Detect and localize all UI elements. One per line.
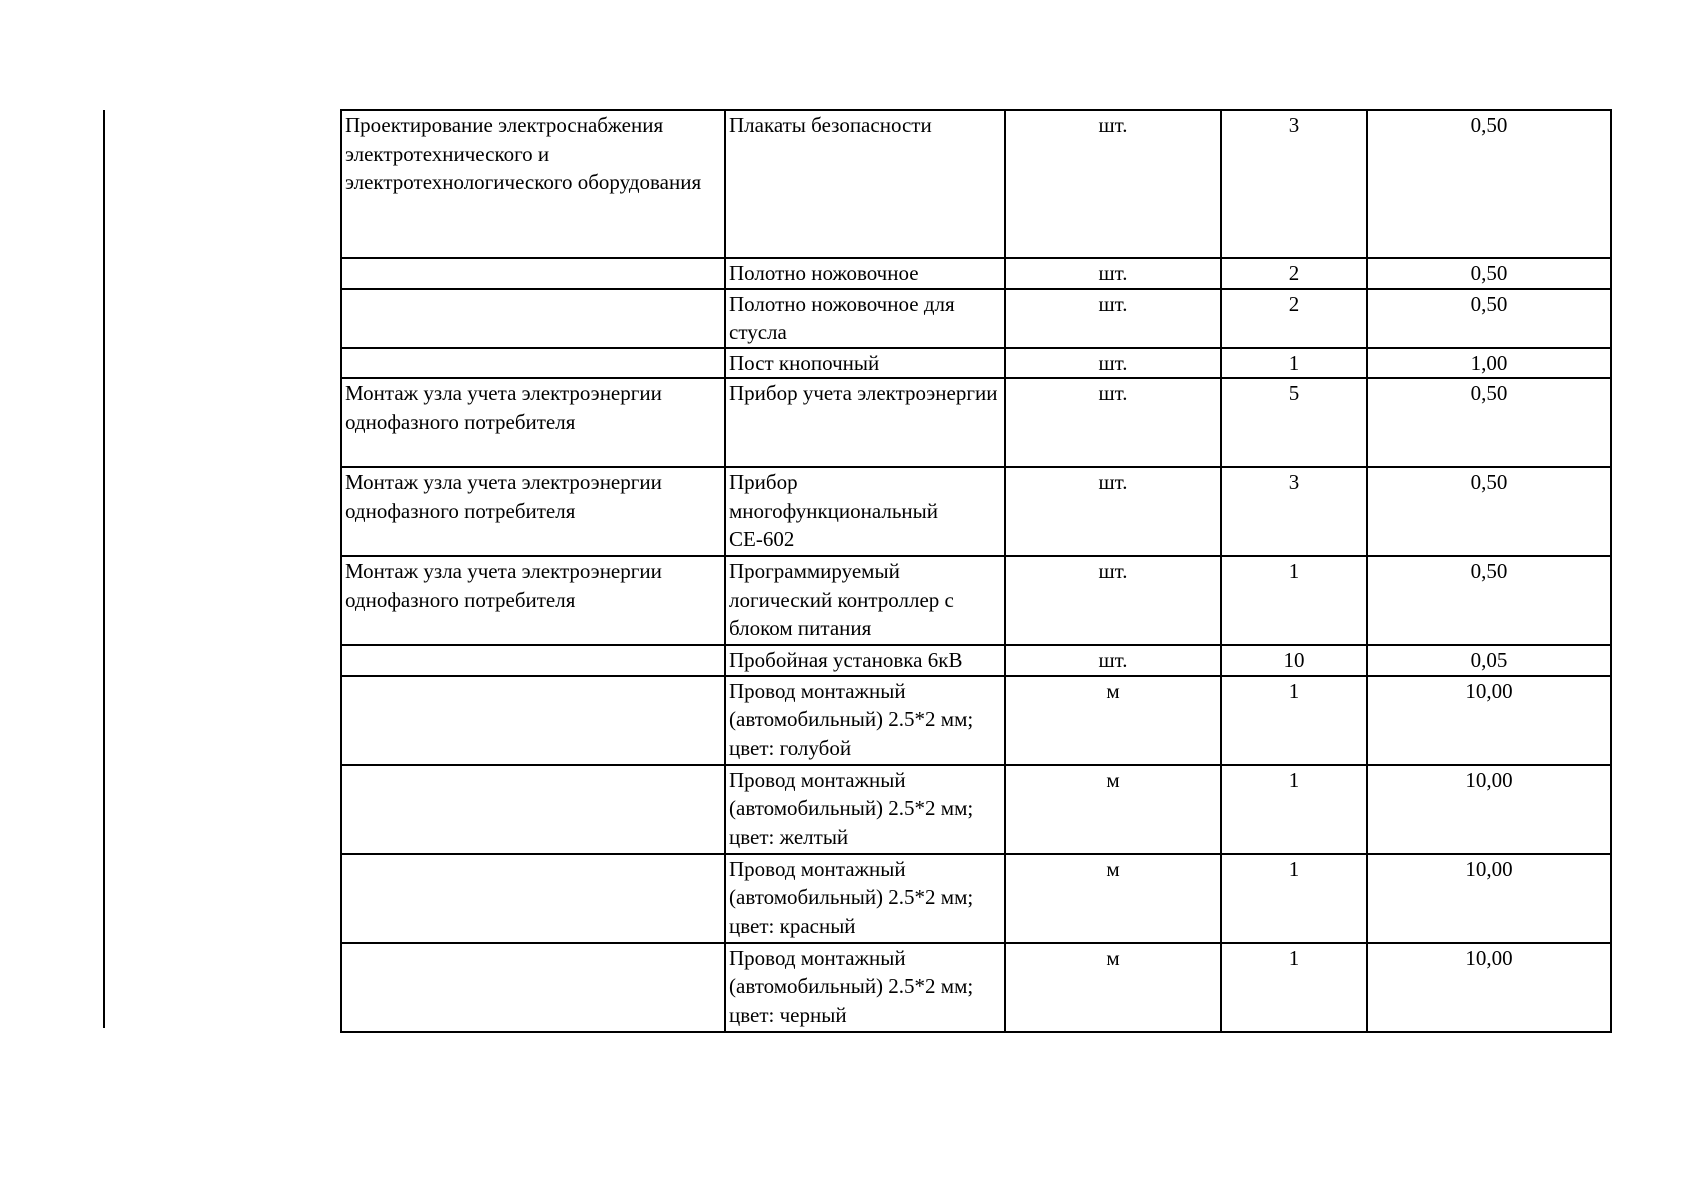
norm-cell: 10,00 (1367, 765, 1611, 854)
unit-cell: шт. (1005, 645, 1221, 676)
work-type-cell (341, 348, 725, 379)
table-row (341, 289, 1611, 348)
quantity-cell: 1 (1221, 676, 1367, 765)
item-name-cell: Пробойная установка 6кВ (725, 645, 1005, 676)
norm-cell: 0,50 (1367, 289, 1611, 348)
table-row (341, 765, 1611, 854)
table-row (341, 943, 1611, 1032)
item-name-cell: Провод монтажный (автомобильный) 2.5*2 мм; цвет: красный (725, 854, 1005, 943)
quantity-cell: 1 (1221, 943, 1367, 1032)
item-name-cell: Провод монтажный (автомобильный) 2.5*2 мм; цвет: черный (725, 943, 1005, 1032)
table-row (341, 676, 1611, 765)
item-name-cell: Плакаты безопасности (725, 110, 1005, 258)
item-name-cell: Провод монтажный (автомобильный) 2.5*2 мм; цвет: желтый (725, 765, 1005, 854)
table-row (341, 110, 1611, 258)
table-row (341, 556, 1611, 645)
work-type-cell (341, 676, 725, 765)
unit-cell: шт. (1005, 348, 1221, 379)
table-row (341, 467, 1611, 556)
norm-cell: 10,00 (1367, 943, 1611, 1032)
quantity-cell: 1 (1221, 765, 1367, 854)
work-type-cell (341, 289, 725, 348)
unit-cell: шт. (1005, 258, 1221, 289)
quantity-cell: 2 (1221, 258, 1367, 289)
quantity-cell: 1 (1221, 348, 1367, 379)
item-name-cell: Провод монтажный (автомобильный) 2.5*2 мм; цвет: голубой (725, 676, 1005, 765)
unit-cell: шт. (1005, 378, 1221, 467)
unit-cell: шт. (1005, 556, 1221, 645)
item-name-cell: Полотно ножовочное (725, 258, 1005, 289)
norm-cell: 0,50 (1367, 378, 1611, 467)
norm-cell: 0,50 (1367, 258, 1611, 289)
work-type-cell: Монтаж узла учета электроэнергии однофазного потребителя (341, 556, 725, 645)
item-name-cell: Пост кнопочный (725, 348, 1005, 379)
table-row (341, 645, 1611, 676)
quantity-cell: 3 (1221, 110, 1367, 258)
item-name-cell: Прибор многофункциональный СЕ-602 (725, 467, 1005, 556)
item-name-cell: Программируемый логический контроллер с блоком питания (725, 556, 1005, 645)
table-row (341, 854, 1611, 943)
norm-cell: 0,05 (1367, 645, 1611, 676)
quantity-cell: 3 (1221, 467, 1367, 556)
unit-cell: м (1005, 854, 1221, 943)
work-type-cell (341, 765, 725, 854)
work-type-cell (341, 943, 725, 1032)
table-row (341, 258, 1611, 289)
work-type-cell (341, 854, 725, 943)
work-type-cell (341, 258, 725, 289)
norm-cell: 0,50 (1367, 110, 1611, 258)
quantity-cell: 10 (1221, 645, 1367, 676)
work-type-cell: Проектирование электроснабжения электротехнического и электротехнологического оборудования (341, 110, 725, 258)
page-margin-line (103, 110, 105, 1028)
item-name-cell: Прибор учета электроэнергии (725, 378, 1005, 467)
unit-cell: м (1005, 765, 1221, 854)
equipment-table (340, 109, 1612, 1033)
norm-cell: 10,00 (1367, 676, 1611, 765)
norm-cell: 10,00 (1367, 854, 1611, 943)
quantity-cell: 1 (1221, 556, 1367, 645)
unit-cell: шт. (1005, 289, 1221, 348)
work-type-cell: Монтаж узла учета электроэнергии однофазного потребителя (341, 378, 725, 467)
work-type-cell (341, 645, 725, 676)
quantity-cell: 5 (1221, 378, 1367, 467)
norm-cell: 0,50 (1367, 467, 1611, 556)
item-name-cell: Полотно ножовочное для стусла (725, 289, 1005, 348)
table-row (341, 378, 1611, 467)
table-row (341, 348, 1611, 379)
norm-cell: 0,50 (1367, 556, 1611, 645)
unit-cell: м (1005, 676, 1221, 765)
unit-cell: шт. (1005, 110, 1221, 258)
quantity-cell: 1 (1221, 854, 1367, 943)
unit-cell: шт. (1005, 467, 1221, 556)
work-type-cell: Монтаж узла учета электроэнергии однофазного потребителя (341, 467, 725, 556)
norm-cell: 1,00 (1367, 348, 1611, 379)
unit-cell: м (1005, 943, 1221, 1032)
quantity-cell: 2 (1221, 289, 1367, 348)
